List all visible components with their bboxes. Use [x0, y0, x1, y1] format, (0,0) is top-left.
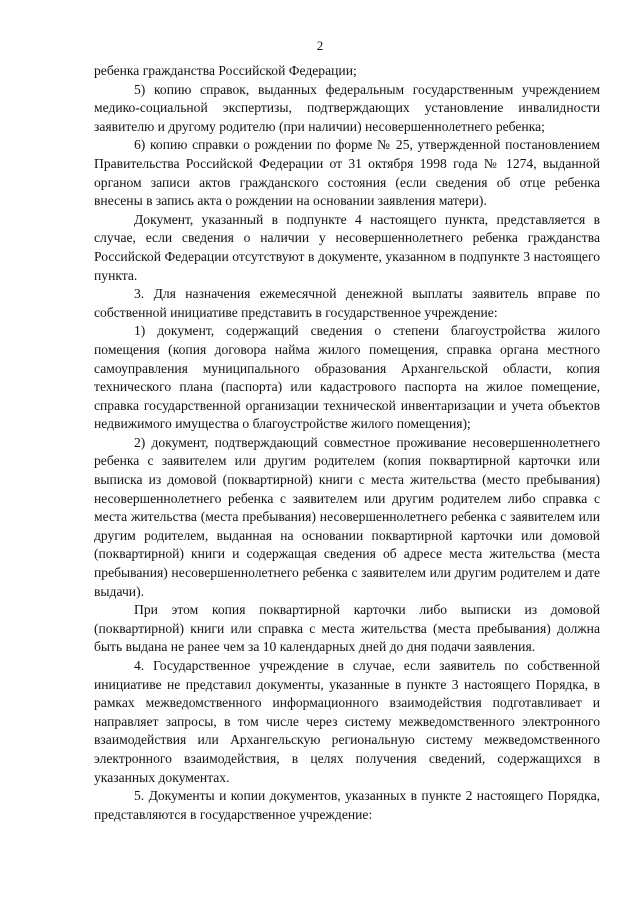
- paragraph-item-5: 5) копию справок, выданных федеральным государственным учреждением медико-социальной экспертизы, подтверждающих установление инвалидности заявителю и другому родителю (при наличии) несовершеннолетнего ребенка;: [94, 81, 600, 134]
- paragraph-note-copy-validity: При этом копия поквартирной карточки либо выписки из домовой (поквартирной) книги или справка с места жительства (места пребывания) должна быть выдана не ранее чем за 10 календарных дней до дня подачи заявления.: [94, 602, 600, 655]
- paragraph-section-3-item-1: 1) документ, содержащий сведения о степени благоустройства жилого помещения (копия договора найма жилого помещения, справка органа местного самоуправления муниципального образования Архангельской области, копия технического плана (паспорта) или кадастрового паспорта на жилое помещение, справка государственной организации технической инвентаризации и учета объектов недвижимого имущества о благоустройстве жилого помещения);: [94, 323, 600, 432]
- paragraph-section-3-item-2: 2) документ, подтверждающий совместное проживание несовершеннолетнего ребенка с заявителем или другим родителем (копия поквартирной карточки или выписка из домовой (поквартирной) книги с места жительства (место пребывания) несовершеннолетнего ребенка с заявителем или другим родителем либо справка с места жительства (места пребывания) несовершеннолетнего ребенка с заявителем или другим родителем, выданная на основании поквартирной карточки или домовой (поквартирной) книги и содержащая сведения об адресе места жительства (места пребывания) несовершеннолетнего ребенка с заявителем или другим родителем и дате выдачи).: [94, 434, 600, 599]
- document-body: [94, 62, 600, 824]
- paragraph-continuation: ребенка гражданства Российской Федерации;: [94, 63, 357, 78]
- page-number: 2: [316, 38, 324, 53]
- paragraph-section-4: 4. Государственное учреждение в случае, если заявитель по собственной инициативе не представил документы, указанные в пункте 3 настоящего Порядка, в рамках межведомственного информационного взаимодействия подготавливает и направляет запросы, в том числе через систему межведомственного электронного взаимодействия или Архангельскую региональную систему межведомственного электронного взаимодействия, в целях получения сведений, содержащихся в указанных документах.: [94, 658, 600, 785]
- paragraph-section-3: 3. Для назначения ежемесячной денежной выплаты заявитель вправе по собственной инициативе представить в государственное учреждение:: [94, 286, 600, 320]
- paragraph-section-5: 5. Документы и копии документов, указанных в пункте 2 настоящего Порядка, представляются в государственное учреждение:: [94, 788, 600, 822]
- paragraph-note-subpoint-4: Документ, указанный в подпункте 4 настоящего пункта, представляется в случае, если сведения о наличии у несовершеннолетнего ребенка гражданства Российской Федерации отсутствуют в документе, указанном в подпункте 3 настоящего пункта.: [94, 211, 600, 283]
- paragraph-item-6: 6) копию справки о рождении по форме № 25, утвержденной постановлением Правительства Российской Федерации от 31 октября 1998 года № 1274, выданной органом записи актов гражданского состояния (если сведения об отце ребенка внесены в запись акта о рождении на основании заявления матери).: [94, 137, 600, 209]
